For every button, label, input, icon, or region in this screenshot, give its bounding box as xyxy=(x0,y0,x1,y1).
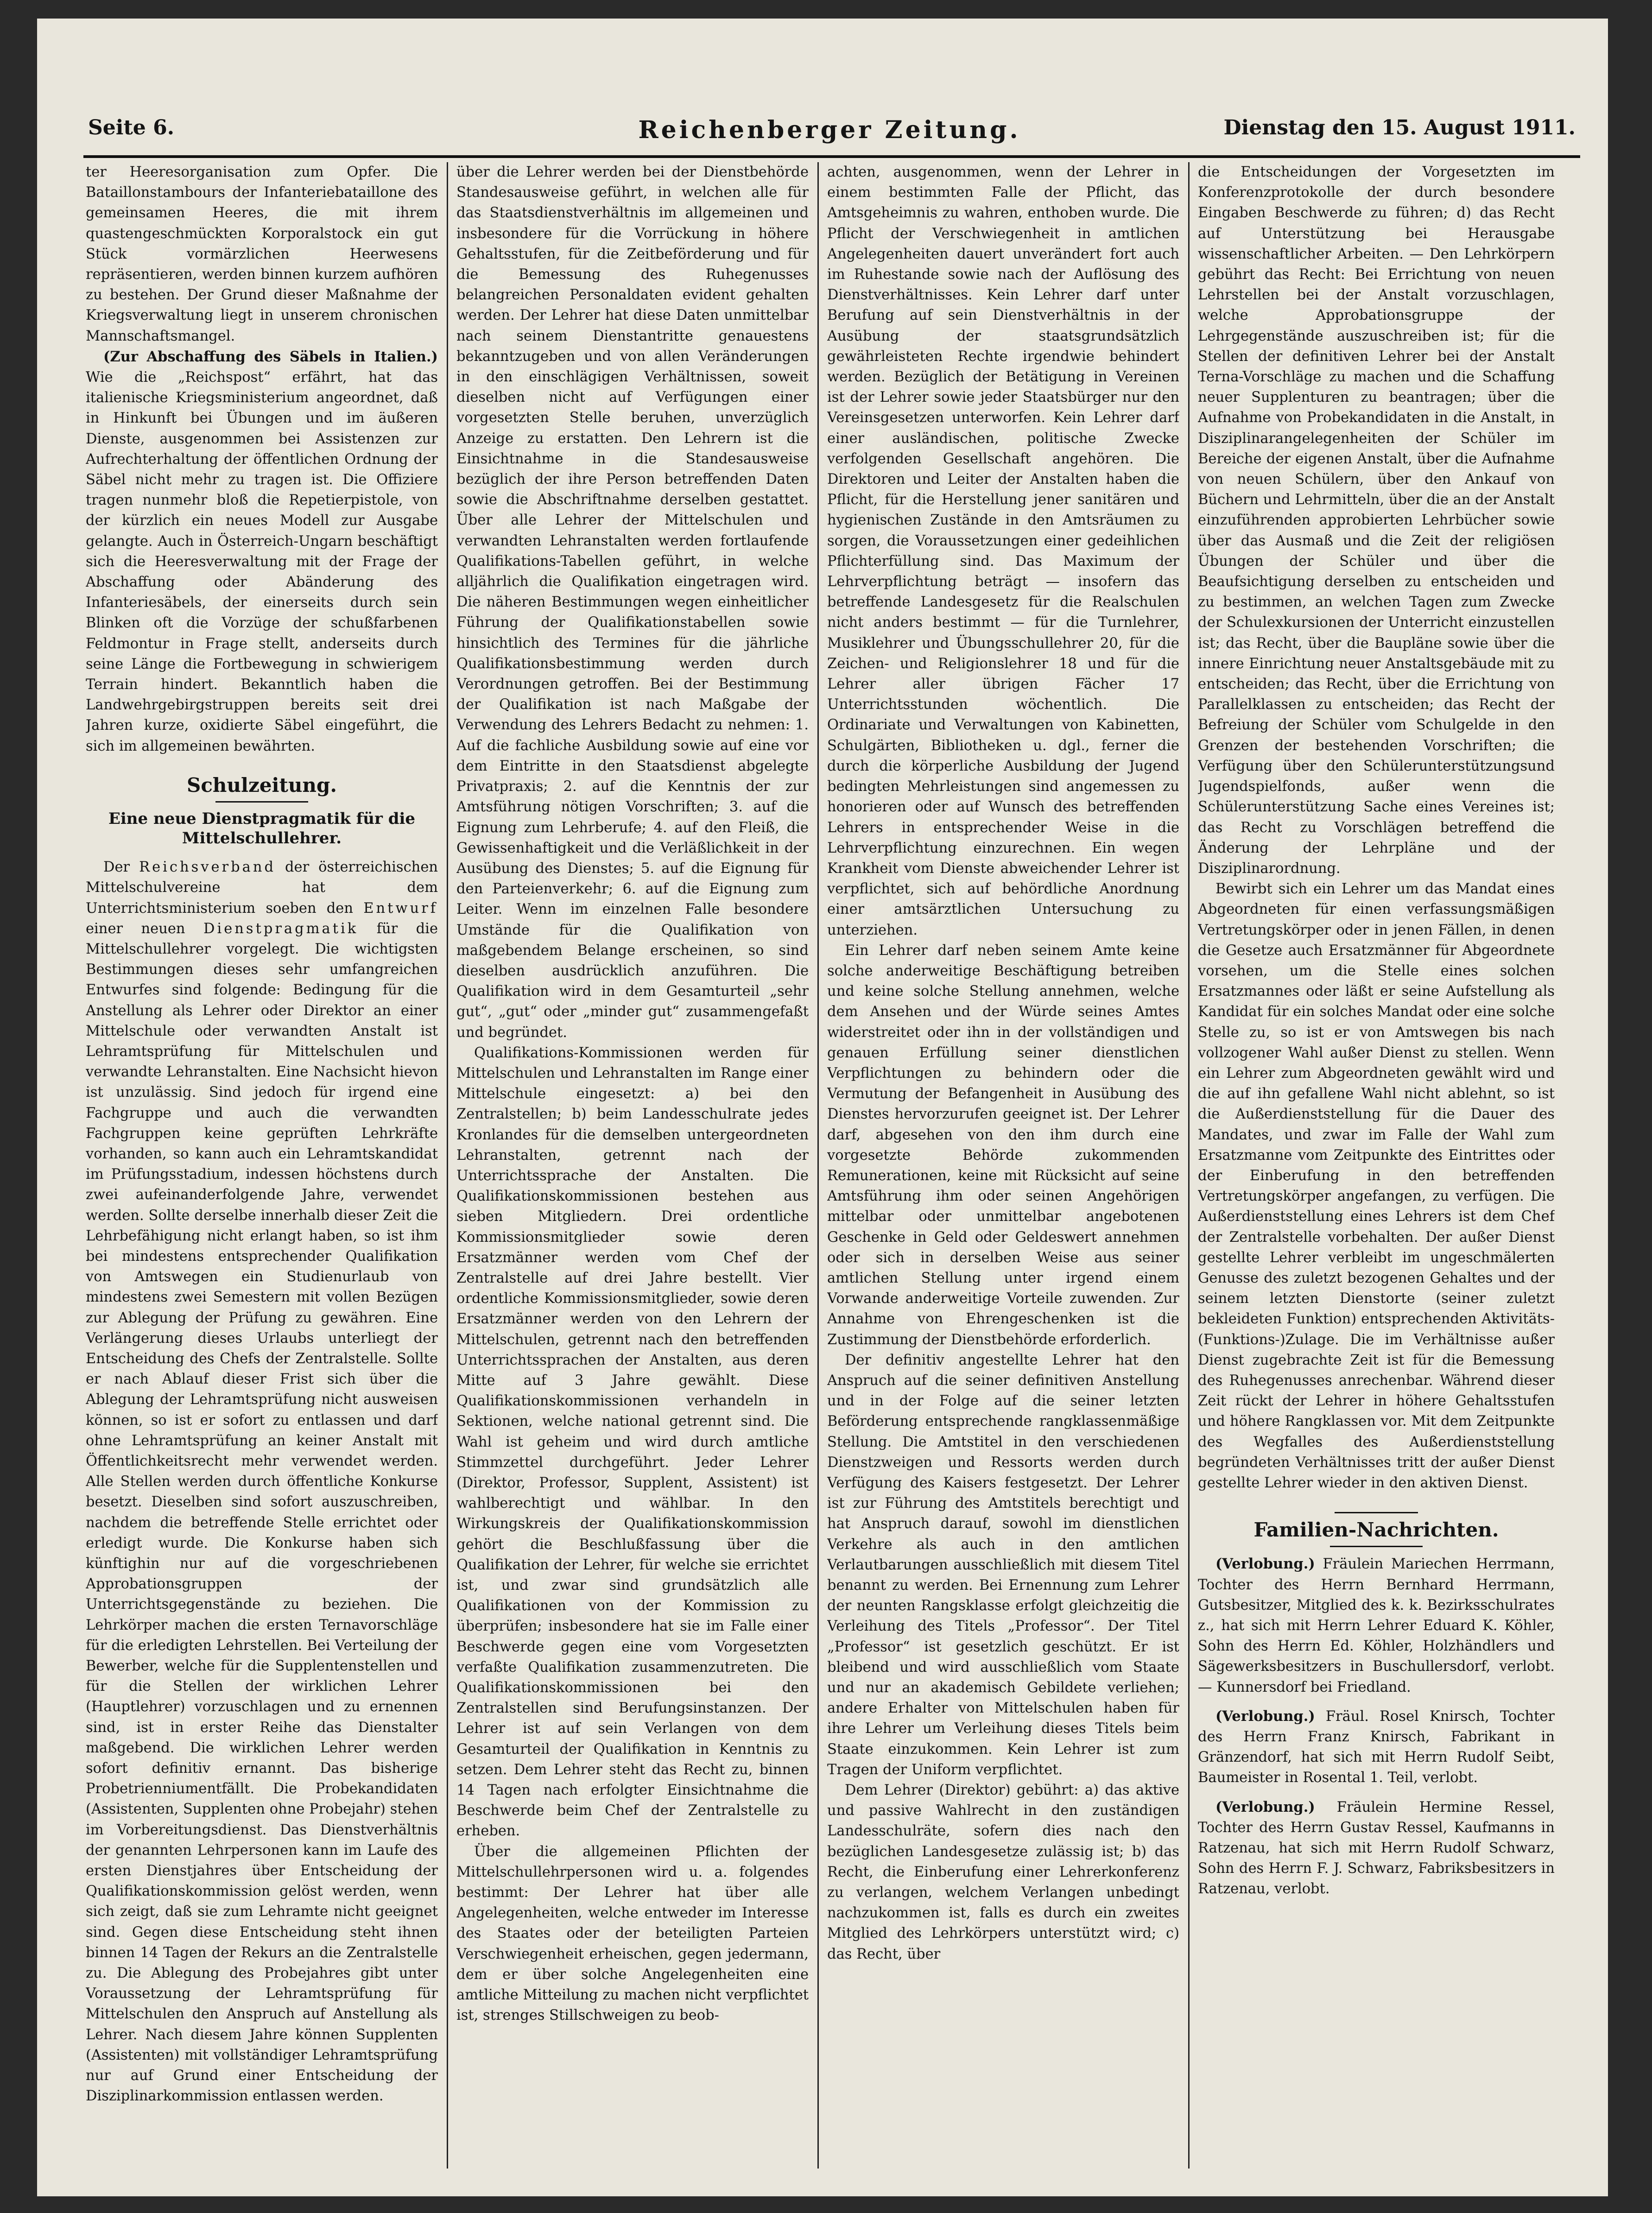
section-heading: Familien-Nachrichten. xyxy=(1253,1518,1499,1542)
article-text: Der xyxy=(103,859,130,876)
article-text: der österreichischen Mittelschulvereine hat dem Unterrichtsministerium soeben den xyxy=(86,859,438,917)
column-divider xyxy=(1188,162,1190,2169)
article-text: für die Mittelschullehrer vorgelegt. Die wichtigsten Bestimmungen dieses sehr umfangreichen Entwurfes sind folgende: Bedingung für die Anstellung als Lehrer oder Direktor an einer Mittelschule oder verwandten Anstalt ist Lehramtsprüfung für Mittelschulen und verwandte Lehranstalten. Eine Nachsicht hievon ist unzulässig. Sind jedoch für irgend eine Fachgruppe und auch die verwandten Fachgruppen keine geprüften Lehrkräfte vorhanden, so kann auch ein Lehramtskandidat im Prüfungsstadium, indessen höchstens durch zwei aufeinanderfolgende Jahre, verwendet werden. Sollte derselbe innerhalb dieser Zeit die Lehrbefähigung nicht erlangt haben, so ist ihm bei mindestens entsprechender Qualifikation von Amtswegen ein Studienurlaub von mindestens zwei Semestern mit vollen Bezügen zur Ablegung der Prüfung zu gewähren. Eine Verlängerung dieses Urlaubs unterliegt der Entscheidung des Chefs der Zentralstelle. Sollte er nach Ablauf dieser Frist sich über die Ablegung der Lehramtsprüfung nicht ausweisen können, so ist er sofort zu entlassen und darf ohne Lehramtsprüfung an keiner Anstalt mit Öffentlichkeitsrecht mehr verwendet werden. Alle Stellen werden durch öffentliche Konkurse besetzt. Dieselben sind sofort auszuschreiben, nachdem die betreffende Stelle errichtet oder erledigt wurde. Die Konkurse haben sich künftighin nur auf die vorgeschriebenen Approbationsgruppen der Unterrichtsgegenstände zu beziehen. Die Lehrkörper machen die ersten Ternavorschläge für die erledigten Lehrstellen. Bei Verteilung der Bewerber, welche für die Supplentenstellen und für die Stellen der wirklichen Lehrer (Hauptlehrer) vorzuschlagen und zu ernennen sind, ist in erster Reihe das Dienstalter maßgebend. Die wirklichen Lehrer werden sofort definitiv ernannt. Das bisherige Probetrienniumentfällt. Die Probekandidaten (Assistenten, Supplenten ohne Probejahr) stehen im Vorbereitungsdienst. Das Dienstverhältnis der genannten Lehrpersonen kann im Laufe des ersten Dienstjahres über Entscheidung der Qualifikationskommission gelöst werden, wenn sich zeigt, daß sie zum Lehramte nicht geeignet sind. Gegen diese Entscheidung steht ihnen binnen 14 Tagen der Rekurs an die Zentralstelle zu. Die Ablegung des Probejahres gibt unter Voraussetzung der Lehramtsprüfung für Mittelschulen den Anspruch auf Anstellung als Lehrer. Nach diesem Jahre können Supplenten (Assistenten) mit vollständiger Lehramtsprüfung nur auf Grund einer Entscheidung der Disziplinarkommission entlassen werden. xyxy=(86,920,438,2105)
section-rule xyxy=(1330,1546,1423,1547)
emphasized-text: Entwurf xyxy=(363,900,438,917)
notice-lead: (Verlobung.) xyxy=(1215,1707,1315,1725)
column-3 xyxy=(827,162,1179,2173)
section-heading: Schulzeitung. xyxy=(187,773,337,797)
notice-lead: (Verlobung.) xyxy=(1215,1798,1315,1815)
article-paragraph: Qualifikations-Kommissionen werden für Mittelschulen und Lehranstalten im Range einer Mittelschule eingesetzt: a) bei den Zentralstellen; b) beim Landesschulrate jedes Kronlandes für die demselben untergeordneten Lehranstalten, getrennt nach der Unterrichtssprache der Anstalten. Die Qualifikationskommissionen bestehen aus sieben Mitgliedern. Drei ordentliche Kommissionsmitglieder sowie deren Ersatzmänner werden vom Chef der Zentralstelle auf drei Jahre bestellt. Vier ordentliche Kommissionsmitglieder, sowie deren Ersatzmänner werden von den Lehrern der Mittelschulen, getrennt nach den betreffenden Unterrichtssprachen der Anstalten, aus deren Mitte auf 3 Jahre gewählt. Diese Qualifikationskommissionen verhandeln in Sektionen, welche national getrennt sind. Die Wahl ist geheim und wird durch amtliche Stimmzettel durchgeführt. Jeder Lehrer (Direktor, Professor, Supplent, Assistent) ist wahlberechtigt und wählbar. In den Wirkungskreis der Qualifikationskommission gehört die Beschlußfassung über die Qualifikation der Lehrer, für welche sie errichtet ist, und zwar sind grundsätzlich alle Qualifikationen von der Kommission zu überprüfen; insbesondere hat sie im Falle einer Beschwerde gegen eine vom Vorgesetzten verfaßte Qualifikation zusammenzutreten. Die Qualifikationskommissionen bei den Zentralstellen sind Berufungsinstanzen. Der Lehrer ist auf sein Verlangen von dem Gesamturteil der Qualifikation in Kenntnis zu setzen. Dem Lehrer steht das Recht zu, binnen 14 Tagen nach erfolgter Einsichtnahme die Beschwerde beim Chef der Zentralstelle zu erheben. xyxy=(456,1044,809,1840)
article-paragraph: die Entscheidungen der Vorgesetzten im Konferenzprotokolle der durch besondere Eingaben Beschwerde zu führen; d) das Recht auf Unterstützung bei Herausgabe wissenschaftlicher Arbeiten. — Den Lehrkörpern gebührt das Recht: Bei Errichtung von neuen Lehrstellen bei der Anstalt vorzuschlagen, welche Approbationsgruppe der Lehrgegenstände auszuschreiben ist; für die Stellen der definitiven Lehrer bei der Anstalt Terna-Vorschläge zu machen und die Schaffung neuer Supplenturen zu beantragen; über die Aufnahme von Probekandidaten in die Anstalt, in Disziplinarangelegenheiten der Schüler im Bereiche der eigenen Anstalt, über die Aufnahme von neuen Schülern, über den Ankauf von Büchern und Lehrmitteln, über die an der Anstalt einzuführenden approbierten Lehrbücher sowie über das Ausmaß und die Zeit der religiösen Übungen der Schüler und über die Beaufsichtigung derselben zu entscheiden und zu bestimmen, an welchen Tagen zum Zwecke der Schulexkursionen der Unterricht einzustellen ist; das Recht, über die Baupläne sowie über die innere Einrichtung neuer Anstaltsgebäude mit zu entscheiden; das Recht, über die Errichtung von Parallelklassen zu entscheiden; das Recht der Befreiung der Schüler vom Schulgelde in den Grenzen der bestehenden Vorschriften; die Verfügung über den Schülerunterstützungsund Jugendspielfonds, außer wenn die Schülerunterstützung Sache eines Vereines ist; das Recht zu Vorschlägen betreffend die Änderung der Lehrpläne und der Disziplinarordnung. xyxy=(1198,164,1555,877)
emphasized-text: Reichsverband xyxy=(139,859,276,876)
family-notice xyxy=(1198,1706,1555,1789)
article-paragraph: Dem Lehrer (Direktor) gebührt: a) das aktive und passive Wahlrecht in den zuständigen Landesschulräte, sofern dies nach den bezüglichen Landesgesetze zulässig ist; b) das Recht, die Einberufung einer Lehrerkonferenz zu verlangen, welchem Verlangen unbedingt nachzukommen ist, falls es durch ein zweites Mitglied des Lehrkörpers unterstützt wird; c) das Recht, über xyxy=(827,1782,1179,1962)
newspaper-page xyxy=(37,19,1608,2196)
column-4 xyxy=(1198,162,1555,2173)
issue-date: Dienstag den 15. August 1911. xyxy=(1223,116,1576,139)
column-2 xyxy=(456,162,809,2173)
notice-text: Fräul. Rosel Knirsch, Tochter des Herrn Franz Knirsch, Fabrikant in Gränzendorf, hat sich mit Herrn Rudolf Seibt, Baumeister in Rosental 1. Teil, verlobt. xyxy=(1198,1708,1555,1786)
column-divider xyxy=(817,162,819,2169)
header-rule xyxy=(83,155,1580,158)
article-lead: (Zur Abschaffung des Säbels in Italien.) xyxy=(103,348,438,365)
family-notice xyxy=(1198,1797,1555,1900)
article-paragraph: Ein Lehrer darf neben seinem Amte keine solche anderweitige Beschäftigung betreiben und keine solche Stellung annehmen, welche dem Ansehen und der Würde seines Amtes widerstreitet oder ihn in der vollständigen und genauen Erfüllung seiner dienstlichen Verpflichtungen zu behindern oder die Vermutung der Befangenheit in Ausübung des Dienstes hervorzurufen geeignet ist. Der Lehrer darf, abgesehen von den ihm durch eine vorgesetzte Behörde zukommenden Remunerationen, keine mit Rücksicht auf seine Amtsführung ihm oder seinen Angehörigen mittelbar oder unmittelbar angebotenen Geschenke in Geld oder Geldeswert annehmen oder sich in derselben Weise aus seiner amtlichen Stellung unter irgend einem Vorwande anderweitige Vorteile zuwenden. Zur Annahme von Ehrengeschenken ist die Zustimmung der Dienstbehörde erforderlich. xyxy=(827,942,1179,1348)
spacer xyxy=(1198,1789,1555,1797)
article-paragraph: ter Heeresorganisation zum Opfer. Die Bataillonstambours der Infanteriebataillone des gemeinsamen Heeres, die mit ihrem quastengeschmückten Korporalstock ein gut Stück vormärzlichen Heerwesens repräsentieren, werden binnen kurzem aufhören zu bestehen. Der Grund dieser Maßnahme der Kriegsverwaltung liegt in unserem chronischen Mannschaftsmangel. xyxy=(86,164,438,344)
article-paragraph: Bewirbt sich ein Lehrer um das Mandat eines Abgeordneten für einen verfassungsmäßigen Vertretungskörper oder in jenen Fällen, in denen die Gesetze auch Ersatzmänner für Abgeordnete vorsehen, um die Stelle eines solchen Ersatzmannes oder läßt er seine Aufstellung als Kandidat für ein solches Mandat oder eine solche Stelle zu, so ist er von Amtswegen bis nach vollzogener Wahl außer Dienst zu stellen. Wenn ein Lehrer zum Abgeordneten gewählt wird und die auf ihn gefallene Wahl nicht ablehnt, so ist die Außerdienststellung für die Dauer des Mandates, und zwar im Falle der Wahl zum Ersatzmanne vom Zeitpunkte des Eintrittes oder der Einberufung in den betreffenden Vertretungskörper angefangen, zu verfügen. Die Außerdienststellung eines Lehrers ist dem Chef der Zentralstelle vorbehalten. Der außer Dienst gestellte Lehrer verbleibt im ungeschmälerten Genusse des zuletzt bezogenen Gehaltes und der seinem letzten Dienstorte (seiner zuletzt bekleideten Funktion) entsprechenden Aktivitäts-(Funktions-)Zulage. Die im Verhältnisse außer Dienst zugebrachte Zeit ist für die Bemessung des Ruhegenusses anrechenbar. Während dieser Zeit rückt der Lehrer in höhere Gehaltsstufen und höhere Rangklassen vor. Mit dem Zeitpunkte des Wegfalles des Außerdienststellung begründeten Verhältnisses tritt der außer Dienst gestellte Lehrer wieder in den aktiven Dienst. xyxy=(1198,881,1555,1491)
article-text: Wie die „Reichspost“ erfährt, hat das italienische Kriegsministerium angeordnet, daß in Hinkunft bei Übungen und im äußeren Dienste, ausgenommen bei Assistenzen zur Aufrechterhaltung der öffentlichen Ordnung der Säbel nicht mehr zu tragen ist. Die Offiziere tragen nunmehr bloß die Repetierpistole, von der kürzlich ein neues Modell zur Ausgabe gelangte. Auch in Österreich-Ungarn beschäftigt sich die Heeresverwaltung mit der Frage der Abschaffung oder Abänderung des Infanteriesäbels, der einerseits durch sein Blinken oft die Vorzüge der schußfarbenen Feldmontur in Frage stellt, anderseits durch seine Länge die Fortbewegung in schwierigem Terrain hindert. Bekanntlich haben die Landwehrgebirgstruppen bereits seit drei Jahren kurze, oxidierte Säbel eingeführt, die sich im allgemeinen bewährten. xyxy=(86,369,438,754)
article-paragraph: Über die allgemeinen Pflichten der Mittelschullehrpersonen wird u. a. folgendes bestimmt: Der Lehrer hat über alle Angelegenheiten, welche entweder im Interesse des Staates oder der beteiligten Parteien Verschwiegenheit erheischen, gegen jedermann, dem er über solche Angelegenheiten eine amtliche Mitteilung zu machen nicht verpflichtet ist, strenges Stillschweigen zu beob- xyxy=(456,1843,809,2024)
newspaper-title: Reichenberger Zeitung. xyxy=(638,116,1021,144)
column-divider xyxy=(447,162,448,2169)
notice-lead: (Verlobung.) xyxy=(1215,1555,1315,1573)
article-paragraph: achten, ausgenommen, wenn der Lehrer in einem bestimmten Falle der Pflicht, das Amtsgeheimnis zu wahren, enthoben wurde. Die Pflicht der Verschwiegenheit in amtlichen Angelegenheiten dauert unverändert fort auch im Ruhestande sowie nach der Auflösung des Dienstverhältnisses. Kein Lehrer darf unter Berufung auf sein Dienstverhältnis in der Ausübung der staatsgrundsätzlich gewährleisteten Rechte irgendwie behindert werden. Bezüglich der Betätigung in Vereinen ist der Lehrer sowie jeder Staatsbürger nur den Vereinsgesetzen unterworfen. Kein Lehrer darf einer ausländischen, politische Zwecke verfolgenden Gesellschaft angehören. Die Direktoren und Leiter der Anstalten haben die Pflicht, für die Herstellung jener sanitären und hygienischen Zustände in den Amtsräumen zu sorgen, die Voraussetzungen einer gedeihlichen Pflichterfüllung sind. Das Maximum der Lehrverpflichtung beträgt — insofern das betreffende Landesgesetz für die Realschulen nicht anders bestimmt — für die Turnlehrer, Musiklehrer und Übungsschullehrer 20, für die Zeichen- und Religionslehrer 18 und für die Lehrer aller übrigen Fächer 17 Unterrichtsstunden wöchentlich. Die Ordinariate und Verwaltungen von Kabinetten, Schulgärten, Bibliotheken u. dgl., ferner die durch die körperliche Ausbildung der Jugend bedingten Mehrleistungen sind angemessen zu honorieren oder auf Wunsch des betreffenden Lehrers in entsprechender Weise in die Lehrverpflichtung einzurechnen. Ein wegen Krankheit vom Dienste abweichender Lehrer ist verpflichtet, sich auf behördliche Anordnung einer amtsärztlichen Untersuchung zu unterziehen. xyxy=(827,164,1179,938)
spacer xyxy=(1198,1698,1555,1706)
article-paragraph: Der definitiv angestellte Lehrer hat den Anspruch auf die seiner definitiven Anstellung und in der Folge auf die seiner letzten Beförderung entsprechende rangklassenmäßige Stellung. Die Amtstitel in den verschiedenen Dienstzweigen und Ressorts werden durch Verfügung des Kaisers festgesetzt. Der Lehrer ist zur Führung des Amtstitels berechtigt und hat Anspruch darauf, sowohl im dienstlichen Verkehre als auch in den amtlichen Verlautbarungen ausschließlich mit diesem Titel benannt zu werden. Bei Ernennung zum Lehrer der neunten Rangsklasse erfolgt gleichzeitig die Verleihung des Titels „Professor“. Der Titel „Professor“ ist gesetzlich geschützt. Er ist bleibend und wird ausschließlich vom Staate und nur an akademisch Gebildete verliehen; andere Erhalter von Mittelschulen haben für ihre Lehrer um Verleihung dieses Titels beim Staate einzukommen. Kein Lehrer ist zum Tragen der Uniform verpflichtet. xyxy=(827,1352,1179,1778)
article-paragraph: über die Lehrer werden bei der Dienstbehörde Standesausweise geführt, in welchen alle für das Staatsdienstverhältnis im allgemeinen und insbesondere für die Vorrückung in höhere Gehaltsstufen, für die Zeitbeförderung und für die Bemessung des Ruhegenusses belangreichen Personaldaten evident gehalten werden. Der Lehrer hat diese Daten unmittelbar nach seinem Dienstantritte genauestens bekanntzugeben und von allen Veränderungen in den einschlägigen Verhältnissen, soweit dieselben nicht auf Verfügungen einer vorgesetzten Stelle beruhen, unverzüglich Anzeige zu erstatten. Den Lehrern ist die Einsichtnahme in die Standesausweise bezüglich der ihre Person betreffenden Daten sowie die Abschriftnahme derselben gestattet. Über alle Lehrer der Mittelschulen und verwandten Lehranstalten werden fortlaufende Qualifikations-Tabellen geführt, in welche alljährlich die Qualifikation eingetragen wird. Die näheren Bestimmungen wegen einheitlicher Führung der Qualifikationstabellen sowie hinsichtlich des Termines für die jährliche Qualifikationsbestimmung werden durch Verordnungen getroffen. Bei der Bestimmung der Qualifikation ist nach Maßgabe der Verwendung des Lehrers Bedacht zu nehmen: 1. Auf die fachliche Ausbildung sowie auf eine vor dem Eintritte in den Staatsdienst abgelegte Privatpraxis; 2. auf die Kenntnis der zur Amtsführung nötigen Vorschriften; 3. auf die Eignung zum Lehrberufe; 4. auf den Fleiß, die Gewissenhaftigkeit und die Verläßlichkeit in der Ausübung des Dienstes; 5. auf die Eignung für den Parteienverkehr; 6. auf die Eignung zum Leiter. Wenn im einzelnen Falle besondere Umstände für die Qualifikation von maßgebendem Belange erscheinen, so sind dieselben ausdrücklich anzuführen. Die Qualifikation wird in dem Gesamturteil „sehr gut“, „gut“ oder „minder gut“ zusammengefaßt und begründet. xyxy=(456,164,809,1041)
article-paragraph xyxy=(86,347,438,757)
emphasized-text: Dienstpragmatik xyxy=(203,920,359,937)
family-notice xyxy=(1198,1554,1555,1697)
article-headline: Eine neue Dienstpragmatik für die Mittelschullehrer. xyxy=(108,809,416,848)
article-paragraph xyxy=(86,857,438,2106)
section-rule xyxy=(1335,1512,1418,1513)
page-number: Seite 6. xyxy=(88,116,175,139)
article-text: einer neuen xyxy=(86,920,185,937)
notice-text: Fräulein Hermine Ressel, Tochter des Herrn Gustav Ressel, Kaufmanns in Ratzenau, hat sich mit Herrn Rudolf Schwarz, Sohn des Herrn F. J. Schwarz, Fabriksbesitzers in Ratzenau, verlobt. xyxy=(1198,1799,1555,1897)
section-rule xyxy=(215,801,308,803)
notice-text: Fräulein Mariechen Herrmann, Tochter des Herrn Bernhard Herrmann, Gutsbesitzer, Mitglied des k. k. Bezirksschulrates z., hat sich mit Herrn Lehrer Eduard K. Köhler, Sohn des Herrn Ed. Köhler, Holzhändlers und Sägewerksbesitzers in Buschullersdorf, verlobt. — Kunnersdorf bei Friedland. xyxy=(1198,1556,1555,1695)
column-1 xyxy=(86,162,438,2173)
